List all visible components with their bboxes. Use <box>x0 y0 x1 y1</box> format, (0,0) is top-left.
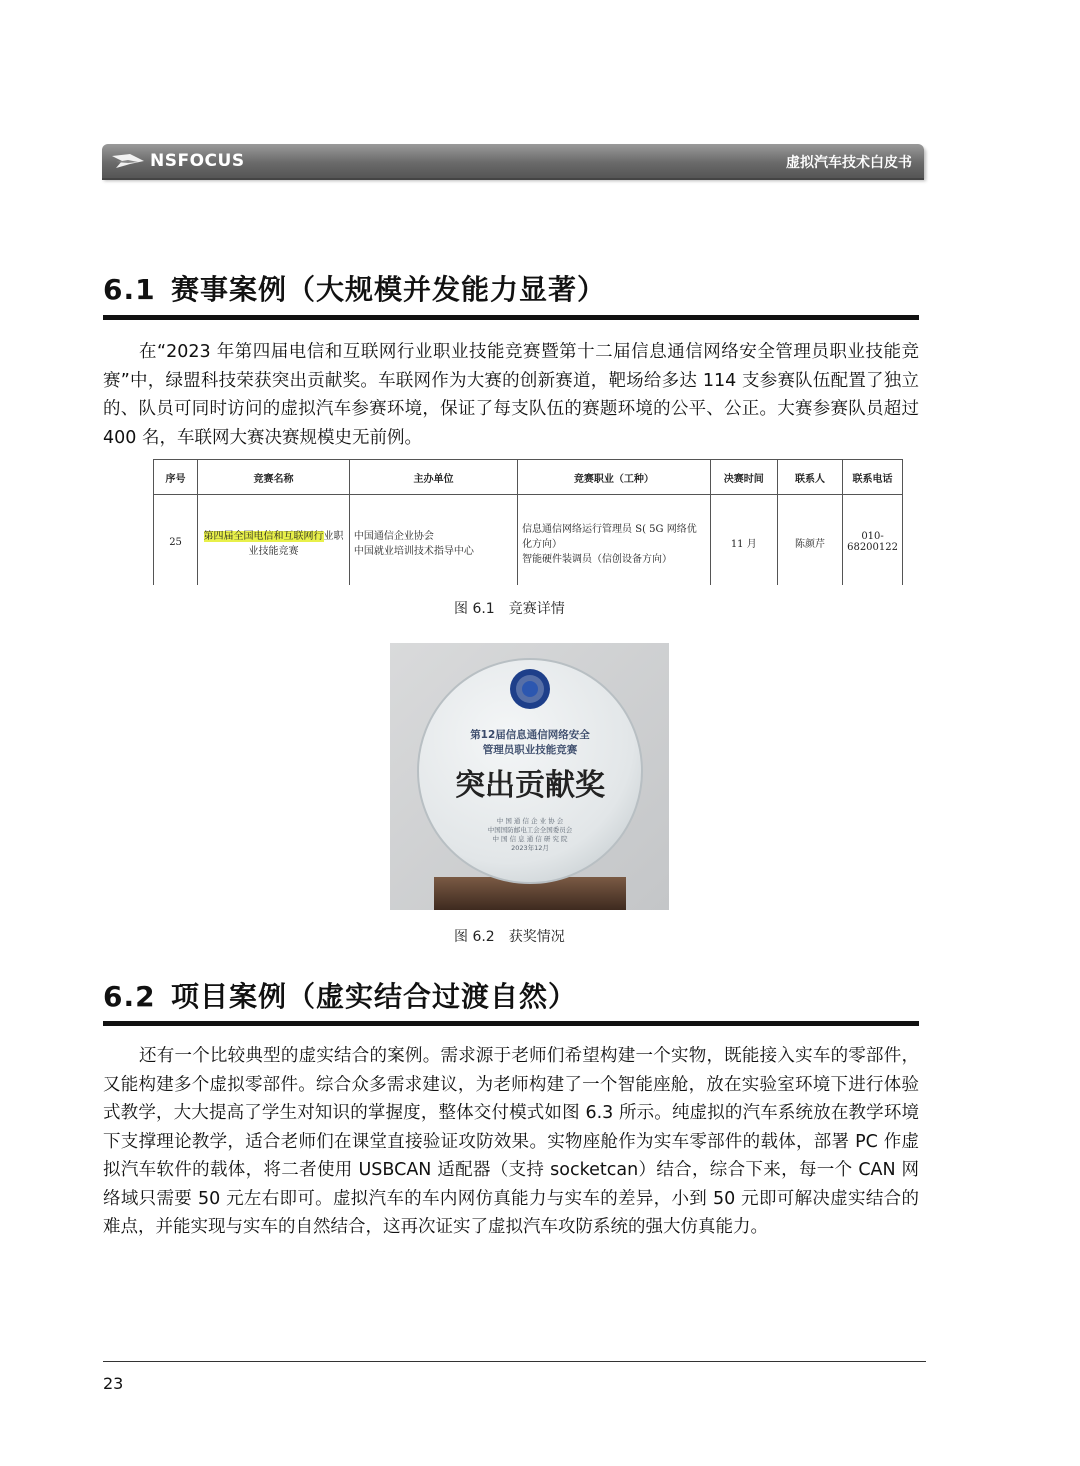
page-number: 23 <box>103 1374 124 1393</box>
table-cell-contact: 陈颜芹 <box>777 495 842 586</box>
organizer-line: 中国通信企业协会 <box>353 531 434 542</box>
name-text: 业职业技能竞赛 <box>248 531 344 557</box>
section-number: 6.1 <box>103 273 156 306</box>
competition-table-figure <box>153 459 903 585</box>
section-title: 赛事案例（大规模并发能力显著） <box>171 273 607 306</box>
section-paragraph: 还有一个比较典型的虚实结合的案例。需求源于老师们希望构建一个实物，既能接入实车的零部件，又能构建多个虚拟零部件。综合众多需求建议，为老师构建了一个智能座舱，放在实验室环境下进行体验式教学，大大提高了学生对知识的掌握度，整体交付模式如图 6.3 所示。纯虚拟的汽车系统放在教学环境下支撑理论教学，适合老师们在课堂直接验证攻防效果。实物座舱作为实车零部件的载体，部署 PC 作虚拟汽车软件的载体，将二者使用 USBCAN 适配器（支持 socketcan）结合，综合下来，每一个 CAN 网络域只需要 50 元左右即可。虚拟汽车的车内网仿真能力与实车的差异，小到 50 元即可解决虚实结合的难点，并能实现与实车的自然结合，这再次证实了虚拟汽车攻防系统的强大仿真能力。 <box>103 1046 919 1237</box>
section-heading-6-2 <box>103 975 577 1015</box>
award-org: 中 国 信 息 通 信 研 究 院 <box>492 835 568 843</box>
section-title: 项目案例（虚实结合过渡自然） <box>171 980 578 1013</box>
table-header: 联系人 <box>777 460 842 495</box>
table-cell-time: 11 月 <box>710 495 777 586</box>
highlighted-text: 第四届全国电信和互联网行 <box>203 531 324 542</box>
table-cell-phone: 010-68200122 <box>843 495 903 586</box>
section-paragraph: 在“2023 年第四届电信和互联网行业职业技能竞赛暨第十二届信息通信网络安全管理员职业技能竞赛”中，绿盟科技荣获突出贡献奖。车联网作为大赛的创新赛道，靶场给多达 114 支参赛队伍配置了独立的、队员可同时访问的虚拟汽车参赛环境，保证了每支队伍的赛题环境的公平、公正。大赛参赛队员超过 400 名，车联网大赛决赛规模史无前例。 <box>103 342 919 448</box>
document-header <box>102 144 924 178</box>
award-line2: 管理员职业技能竞赛 <box>482 744 578 756</box>
award-main: 突出贡献奖 <box>455 768 605 803</box>
footer-divider <box>103 1361 926 1362</box>
table-cell-name <box>198 495 350 586</box>
figure-caption: 图 6.2 获奖情况 <box>454 929 565 945</box>
table-cell-organizer <box>349 495 517 586</box>
table-header: 竞赛职业（工种） <box>518 460 711 495</box>
table-header: 决赛时间 <box>710 460 777 495</box>
table-header: 序号 <box>154 460 198 495</box>
logo-text: NSFOCUS <box>150 151 245 171</box>
section-heading-6-1 <box>103 268 606 308</box>
header-divider <box>102 178 924 180</box>
competition-table <box>153 459 903 585</box>
award-org: 中国国防邮电工会全国委员会 <box>487 826 573 834</box>
table-cell-index: 25 <box>154 495 198 586</box>
table-header: 主办单位 <box>349 460 517 495</box>
nsfocus-logo <box>110 149 245 173</box>
award-line1: 第12届信息通信网络安全 <box>470 729 590 741</box>
section-number: 6.2 <box>103 980 156 1013</box>
job-line: 信息通信网络运行管理员 S( 5G 网络优化方向） <box>522 523 697 550</box>
table-row <box>154 495 903 586</box>
table-header: 联系电话 <box>843 460 903 495</box>
table-header: 竞赛名称 <box>198 460 350 495</box>
award-date: 2023年12月 <box>511 844 549 852</box>
table-cell-job <box>518 495 711 586</box>
job-line: 智能硬件装调员（信创设备方向） <box>522 553 673 565</box>
organizer-line: 中国就业培训技术指导中心 <box>353 546 474 557</box>
award-trophy-photo <box>390 643 669 910</box>
logo-wing-icon <box>110 150 146 172</box>
document-title: 虚拟汽车技术白皮书 <box>786 155 912 171</box>
award-org: 中 国 通 信 企 业 协 会 <box>496 817 564 825</box>
section-rule <box>103 1021 919 1026</box>
section-rule <box>103 315 919 320</box>
table-header-row <box>154 460 903 495</box>
figure-caption: 图 6.1 竞赛详情 <box>454 601 565 617</box>
